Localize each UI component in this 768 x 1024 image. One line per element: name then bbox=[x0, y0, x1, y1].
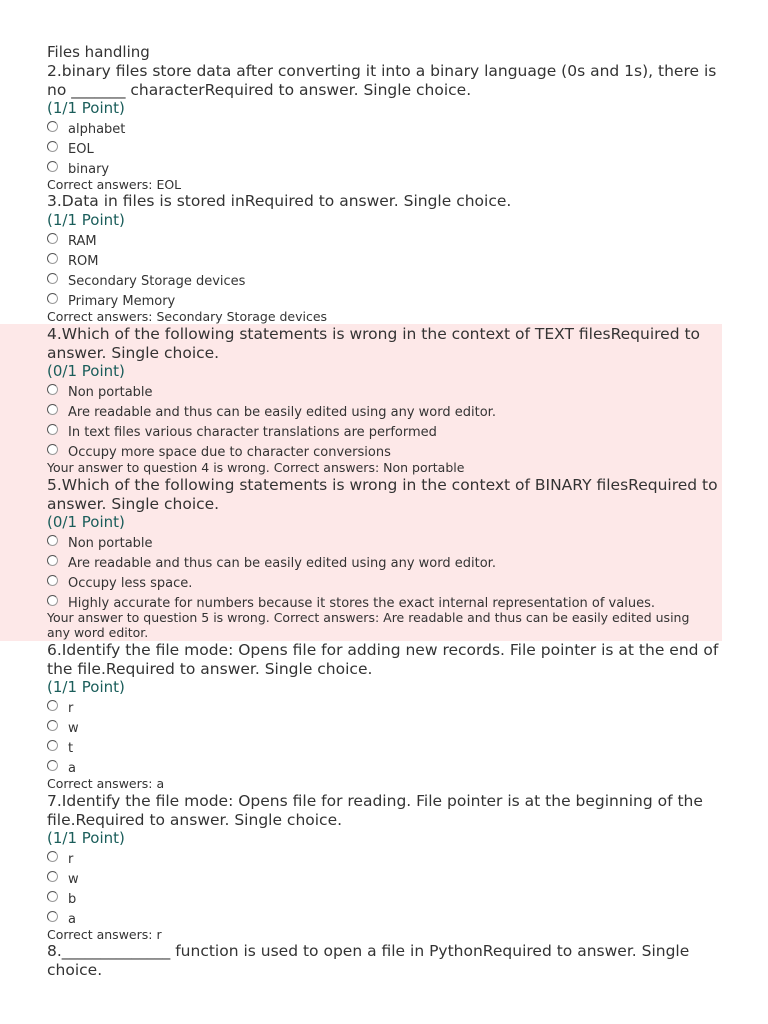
question-points: (1/1 Point) bbox=[47, 99, 125, 117]
radio-icon[interactable] bbox=[47, 575, 58, 586]
option-label: a bbox=[68, 761, 76, 776]
question-points: (0/1 Point) bbox=[47, 362, 125, 380]
question-text: 4.Which of the following statements is wrong in the context of TEXT filesRequired to answer. Single choice. bbox=[47, 325, 701, 362]
question-points: (1/1 Point) bbox=[47, 678, 125, 696]
radio-icon[interactable] bbox=[47, 911, 58, 922]
option-label: ROM bbox=[68, 254, 99, 269]
answer-feedback: Correct answers: Secondary Storage devices bbox=[47, 309, 328, 324]
question-text: 6.Identify the file mode: Opens file for adding new records. File pointer is at the end of the file.Required to answer. Single choice. bbox=[47, 641, 719, 678]
answer-feedback: Correct answers: r bbox=[47, 927, 162, 942]
radio-icon[interactable] bbox=[47, 233, 58, 244]
option-label: t bbox=[68, 741, 74, 756]
radio-icon[interactable] bbox=[47, 404, 58, 415]
option-label: Highly accurate for numbers because it stores the exact internal representation of values. bbox=[68, 596, 655, 611]
question-4 bbox=[0, 324, 722, 475]
option-label: EOL bbox=[68, 142, 94, 157]
question-points: (1/1 Point) bbox=[47, 829, 125, 847]
answer-feedback: Correct answers: EOL bbox=[47, 177, 182, 192]
radio-icon[interactable] bbox=[47, 740, 58, 751]
question-points: (1/1 Point) bbox=[47, 211, 125, 229]
answer-feedback: Your answer to question 4 is wrong. Correct answers: Non portable bbox=[47, 460, 465, 475]
option-label: Non portable bbox=[68, 385, 153, 400]
question-text: 7.Identify the file mode: Opens file for reading. File pointer is at the beginning of the file.Required to answer. Single choice. bbox=[47, 792, 703, 829]
option-label: In text files various character translations are performed bbox=[68, 425, 437, 440]
radio-icon[interactable] bbox=[47, 293, 58, 304]
page-title: Files handling bbox=[47, 43, 150, 61]
radio-icon[interactable] bbox=[47, 161, 58, 172]
radio-icon[interactable] bbox=[47, 595, 58, 606]
option-label: r bbox=[68, 852, 74, 867]
radio-icon[interactable] bbox=[47, 253, 58, 264]
radio-icon[interactable] bbox=[47, 141, 58, 152]
option-label: Occupy more space due to character conversions bbox=[68, 445, 391, 460]
option-label: binary bbox=[68, 162, 110, 177]
radio-icon[interactable] bbox=[47, 535, 58, 546]
option-label: Are readable and thus can be easily edited using any word editor. bbox=[68, 405, 496, 420]
option-label: a bbox=[68, 912, 76, 927]
option-label: Non portable bbox=[68, 536, 153, 551]
radio-icon[interactable] bbox=[47, 424, 58, 435]
radio-icon[interactable] bbox=[47, 555, 58, 566]
option-label: Secondary Storage devices bbox=[68, 274, 246, 289]
question-text: 2.binary files store data after converting it into a binary language (0s and 1s), there is no _______ characterRequired to answer. Single choice. bbox=[47, 62, 717, 99]
option-label: w bbox=[68, 721, 79, 736]
radio-icon[interactable] bbox=[47, 700, 58, 711]
radio-icon[interactable] bbox=[47, 273, 58, 284]
option-label: r bbox=[68, 701, 74, 716]
option-label: Occupy less space. bbox=[68, 576, 193, 591]
answer-feedback: Correct answers: a bbox=[47, 776, 165, 791]
radio-icon[interactable] bbox=[47, 384, 58, 395]
radio-icon[interactable] bbox=[47, 444, 58, 455]
question-points: (0/1 Point) bbox=[47, 513, 125, 531]
question-text: 5.Which of the following statements is wrong in the context of BINARY filesRequired to answer. Single choice. bbox=[47, 476, 718, 513]
option-label: w bbox=[68, 872, 79, 887]
answer-feedback: Your answer to question 5 is wrong. Correct answers: Are readable and thus can be easily edited using any word editor. bbox=[47, 610, 690, 640]
option-label: Primary Memory bbox=[68, 294, 176, 309]
radio-icon[interactable] bbox=[47, 851, 58, 862]
radio-icon[interactable] bbox=[47, 891, 58, 902]
radio-icon[interactable] bbox=[47, 871, 58, 882]
option-label: alphabet bbox=[68, 122, 126, 137]
question-5 bbox=[0, 475, 722, 641]
option-label: RAM bbox=[68, 234, 97, 249]
question-text: 3.Data in files is stored inRequired to answer. Single choice. bbox=[47, 192, 512, 210]
radio-icon[interactable] bbox=[47, 121, 58, 132]
radio-icon[interactable] bbox=[47, 720, 58, 731]
option-label: b bbox=[68, 892, 77, 907]
radio-icon[interactable] bbox=[47, 760, 58, 771]
option-label: Are readable and thus can be easily edited using any word editor. bbox=[68, 556, 496, 571]
question-text: 8.______________ function is used to open a file in PythonRequired to answer. Single choice. bbox=[47, 942, 690, 979]
